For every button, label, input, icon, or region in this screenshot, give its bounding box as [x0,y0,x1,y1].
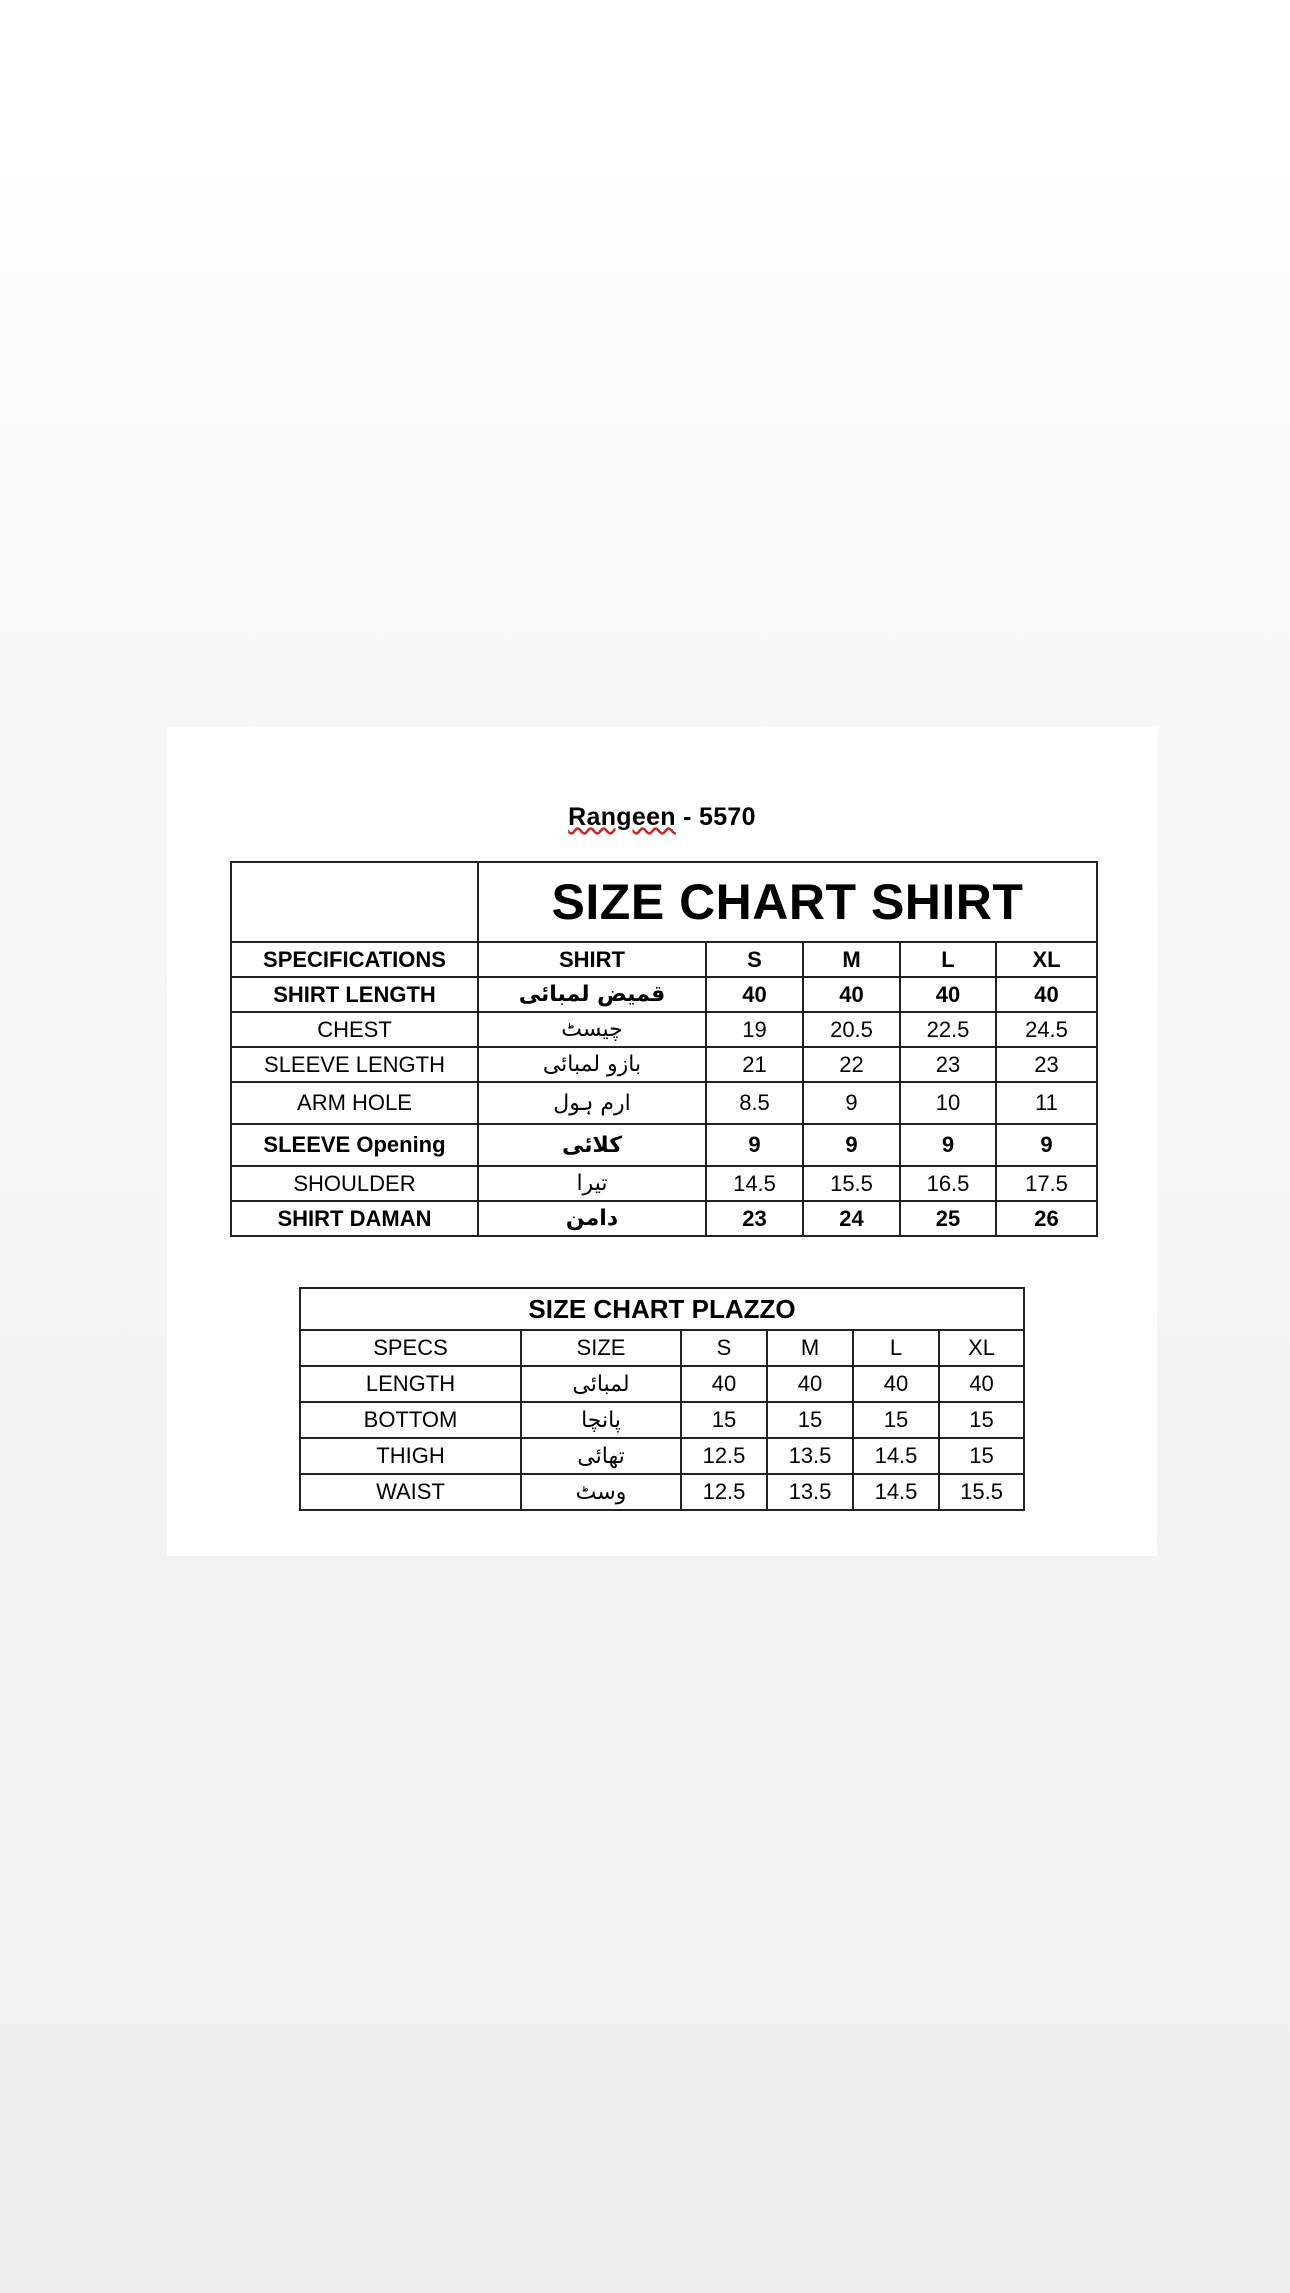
spec-cell: SLEEVE LENGTH [231,1047,478,1082]
spec-cell: ARM HOLE [231,1082,478,1124]
value-cell: 23 [900,1047,996,1082]
value-cell: 40 [803,977,900,1012]
value-cell: 15 [767,1402,853,1438]
spec-cell: SLEEVE Opening [231,1124,478,1166]
value-cell: 26 [996,1201,1097,1236]
value-cell: 16.5 [900,1166,996,1201]
value-cell: 15.5 [939,1474,1024,1510]
value-cell: 24 [803,1201,900,1236]
table-row [231,1047,1097,1082]
plazzo-header-row [300,1330,1024,1366]
value-cell: 14.5 [853,1474,939,1510]
table-row [231,1012,1097,1047]
header-cell: SPECS [300,1330,521,1366]
value-cell: 15 [853,1402,939,1438]
shirt-chart-title: SIZE CHART SHIRT [478,862,1097,942]
urdu-label-cell: قمیض لمبائی [478,977,706,1012]
value-cell: 15 [681,1402,767,1438]
header-cell: SPECIFICATIONS [231,942,478,977]
article-number: 5570 [698,803,756,831]
value-cell: 15.5 [803,1166,900,1201]
value-cell: 40 [996,977,1097,1012]
urdu-label-cell: چیسٹ [478,1012,706,1047]
value-cell: 11 [996,1082,1097,1124]
plazzo-chart-title: SIZE CHART PLAZZO [300,1288,1024,1330]
spec-cell: SHOULDER [231,1166,478,1201]
header-cell: L [900,942,996,977]
value-cell: 15 [939,1438,1024,1474]
document-title [167,803,1157,832]
empty-corner-cell [231,862,478,942]
table-row [231,1082,1097,1124]
value-cell: 23 [706,1201,803,1236]
value-cell: 15 [939,1402,1024,1438]
plazzo-size-table [299,1287,1025,1511]
urdu-label-cell: دامن [478,1201,706,1236]
value-cell: 23 [996,1047,1097,1082]
value-cell: 25 [900,1201,996,1236]
header-cell: XL [939,1330,1024,1366]
size-chart-sheet [167,727,1157,1556]
urdu-label-cell: ارم ہول [478,1082,706,1124]
table-row [231,1201,1097,1236]
header-cell: SIZE [521,1330,681,1366]
spec-cell: BOTTOM [300,1402,521,1438]
header-cell: XL [996,942,1097,977]
shirt-title-row [231,862,1097,942]
value-cell: 14.5 [853,1438,939,1474]
spec-cell: THIGH [300,1438,521,1474]
urdu-label-cell: پانچا [521,1402,681,1438]
spec-cell: WAIST [300,1474,521,1510]
header-cell: M [803,942,900,977]
table-row [300,1438,1024,1474]
value-cell: 12.5 [681,1438,767,1474]
value-cell: 9 [900,1124,996,1166]
value-cell: 17.5 [996,1166,1097,1201]
spec-cell: LENGTH [300,1366,521,1402]
urdu-label-cell: لمبائی [521,1366,681,1402]
header-cell: S [681,1330,767,1366]
value-cell: 9 [706,1124,803,1166]
urdu-label-cell: تھائی [521,1438,681,1474]
shirt-header-row [231,942,1097,977]
spec-cell: SHIRT LENGTH [231,977,478,1012]
value-cell: 40 [900,977,996,1012]
urdu-label-cell: تیرا [478,1166,706,1201]
title-separator: - [675,803,699,831]
value-cell: 40 [767,1366,853,1402]
value-cell: 13.5 [767,1438,853,1474]
value-cell: 14.5 [706,1166,803,1201]
value-cell: 21 [706,1047,803,1082]
value-cell: 9 [803,1124,900,1166]
header-cell: S [706,942,803,977]
brand-name: Rangeen [568,803,676,831]
value-cell: 13.5 [767,1474,853,1510]
value-cell: 22.5 [900,1012,996,1047]
value-cell: 20.5 [803,1012,900,1047]
value-cell: 9 [996,1124,1097,1166]
table-row [300,1402,1024,1438]
table-row [231,977,1097,1012]
urdu-label-cell: وسٹ [521,1474,681,1510]
value-cell: 10 [900,1082,996,1124]
spec-cell: CHEST [231,1012,478,1047]
table-row [231,1124,1097,1166]
value-cell: 22 [803,1047,900,1082]
table-row [300,1474,1024,1510]
value-cell: 8.5 [706,1082,803,1124]
spec-cell: SHIRT DAMAN [231,1201,478,1236]
value-cell: 9 [803,1082,900,1124]
header-cell: L [853,1330,939,1366]
shirt-size-table [230,861,1098,1237]
header-cell: SHIRT [478,942,706,977]
value-cell: 40 [681,1366,767,1402]
urdu-label-cell: کلائی [478,1124,706,1166]
value-cell: 19 [706,1012,803,1047]
value-cell: 12.5 [681,1474,767,1510]
value-cell: 40 [939,1366,1024,1402]
plazzo-title-row [300,1288,1024,1330]
table-row [300,1366,1024,1402]
value-cell: 40 [706,977,803,1012]
value-cell: 24.5 [996,1012,1097,1047]
urdu-label-cell: بازو لمبائی [478,1047,706,1082]
header-cell: M [767,1330,853,1366]
table-row [231,1166,1097,1201]
value-cell: 40 [853,1366,939,1402]
